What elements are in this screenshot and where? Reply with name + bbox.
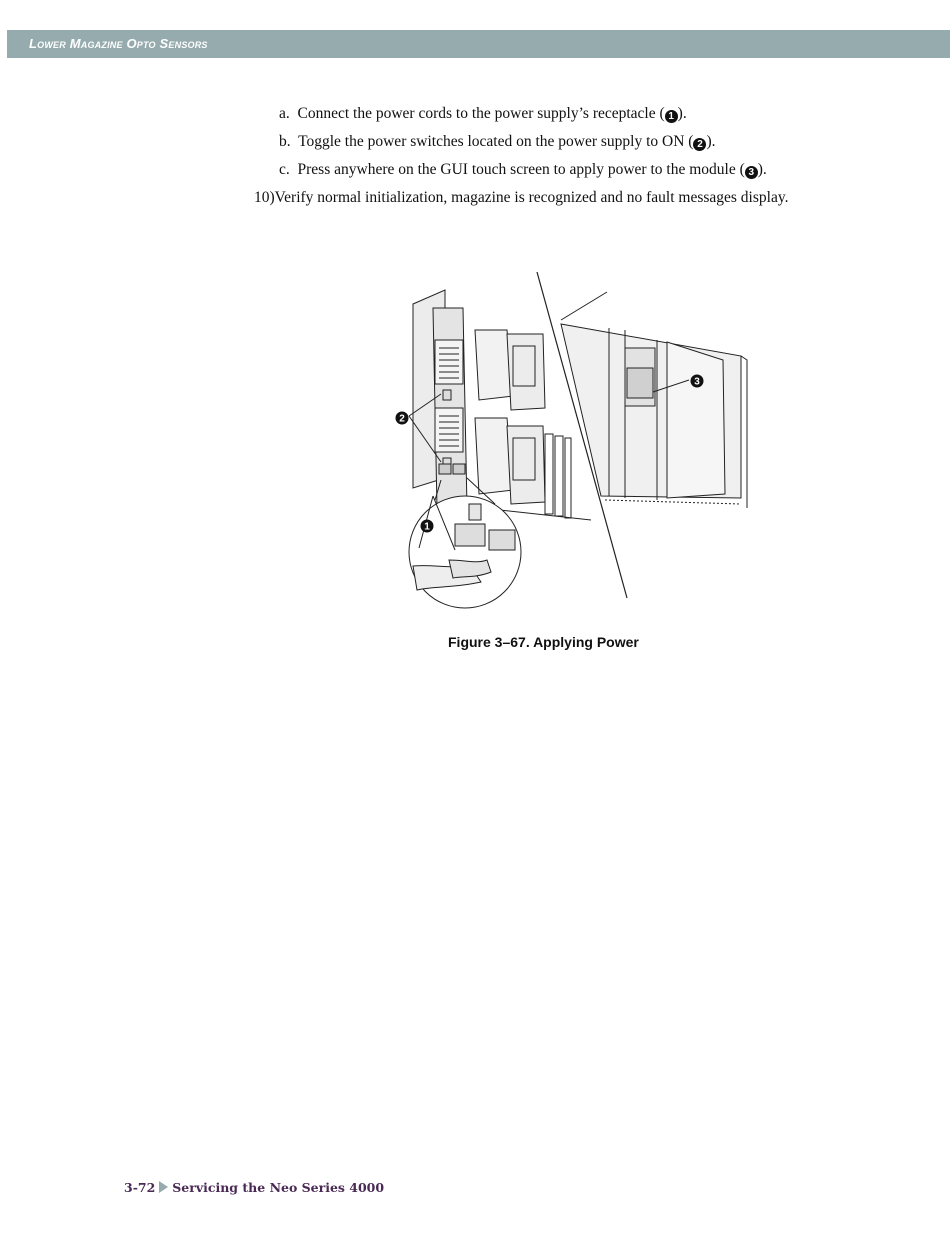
step-c (279, 160, 767, 180)
step-marker: a. (279, 105, 290, 122)
page-footer (124, 1180, 384, 1195)
figure-caption: Figure 3–67. Applying Power (448, 634, 639, 650)
callout-1-icon: 1 (665, 110, 678, 123)
figure-callout-2: 2 (399, 413, 405, 425)
step-marker: 10) (254, 189, 275, 206)
footer-title: Servicing the Neo Series 4000 (172, 1180, 385, 1195)
applying-power-illustration (395, 268, 755, 610)
section-title: Lower Magazine Opto Sensors (29, 36, 208, 51)
running-header (7, 30, 950, 58)
step-text: Press anywhere on the GUI touch screen to apply power to the module ( (297, 161, 745, 178)
step-text: Toggle the power switches located on the power supply to ON ( (298, 133, 694, 150)
figure-callout-3: 3 (694, 376, 700, 388)
figure-callout-1: 1 (424, 521, 430, 533)
step-marker: b. (279, 133, 291, 150)
step-text: Verify normal initialization, magazine is recognized and no fault messages display. (274, 189, 789, 206)
step-text: Connect the power cords to the power supply’s receptacle ( (297, 105, 665, 122)
step-text-end: ). (677, 105, 687, 122)
step-text-end: ). (757, 161, 767, 178)
step-a (279, 104, 687, 124)
step-b (279, 132, 716, 152)
step-text-end: ). (706, 133, 716, 150)
callout-2-icon: 2 (693, 138, 706, 151)
callout-3-icon: 3 (745, 166, 758, 179)
page-number: 3-72 (124, 1180, 156, 1195)
step-10 (254, 188, 788, 208)
triangle-right-icon (159, 1181, 168, 1193)
step-marker: c. (279, 161, 290, 178)
